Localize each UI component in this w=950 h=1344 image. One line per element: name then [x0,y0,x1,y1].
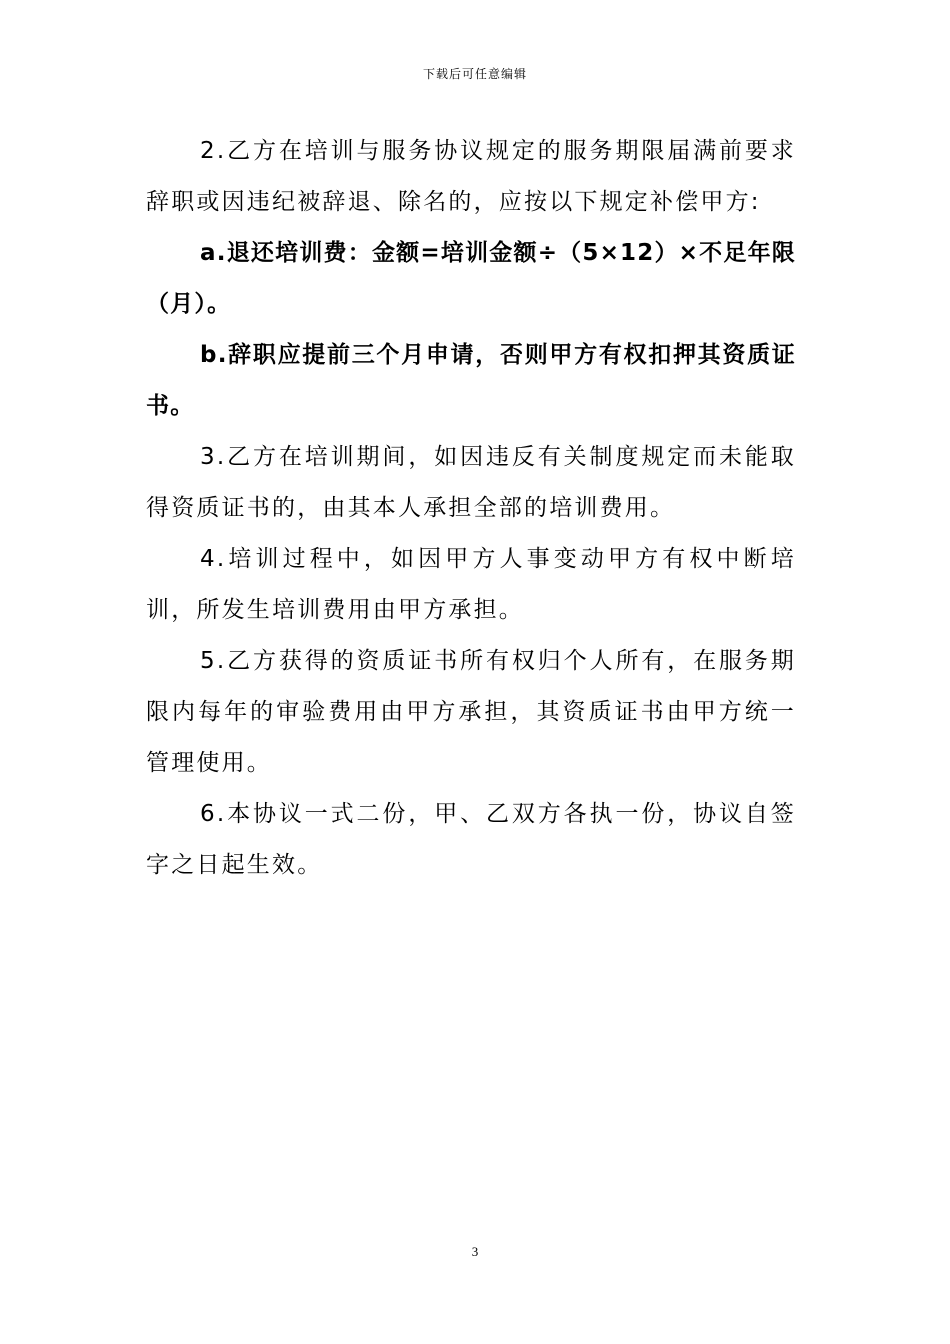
page-number: 3 [471,1244,479,1259]
paragraph-certificate-ownership: 5.乙方获得的资质证书所有权归个人所有，在服务期限内每年的审验费用由甲方承担，其资质证书由甲方统一管理使用。 [146,648,796,776]
paragraph-training-violation: 3.乙方在培训期间，如因违反有关制度规定而未能取得资质证书的，由其本人承担全部的培训费用。 [146,444,796,521]
paragraph-training-interruption: 4.培训过程中，如因甲方人事变动甲方有权中断培训，所发生培训费用由甲方承担。 [146,546,796,623]
paragraph-resignation-notice: b.辞职应提前三个月申请，否则甲方有权扣押其资质证书。 [146,342,796,419]
paragraph-agreement-copies: 6.本协议一式二份，甲、乙双方各执一份，协议自签字之日起生效。 [146,801,796,878]
page-header: 下载后可任意编辑 [422,67,527,81]
document-body [146,126,796,891]
paragraph-compensation-clause: 2.乙方在培训与服务协议规定的服务期限届满前要求辞职或因违纪被辞退、除名的，应按以下规定补偿甲方: [146,138,796,215]
paragraph-refund-formula: a.退还培训费：金额=培训金额÷（5×12）×不足年限（月）。 [146,240,796,317]
